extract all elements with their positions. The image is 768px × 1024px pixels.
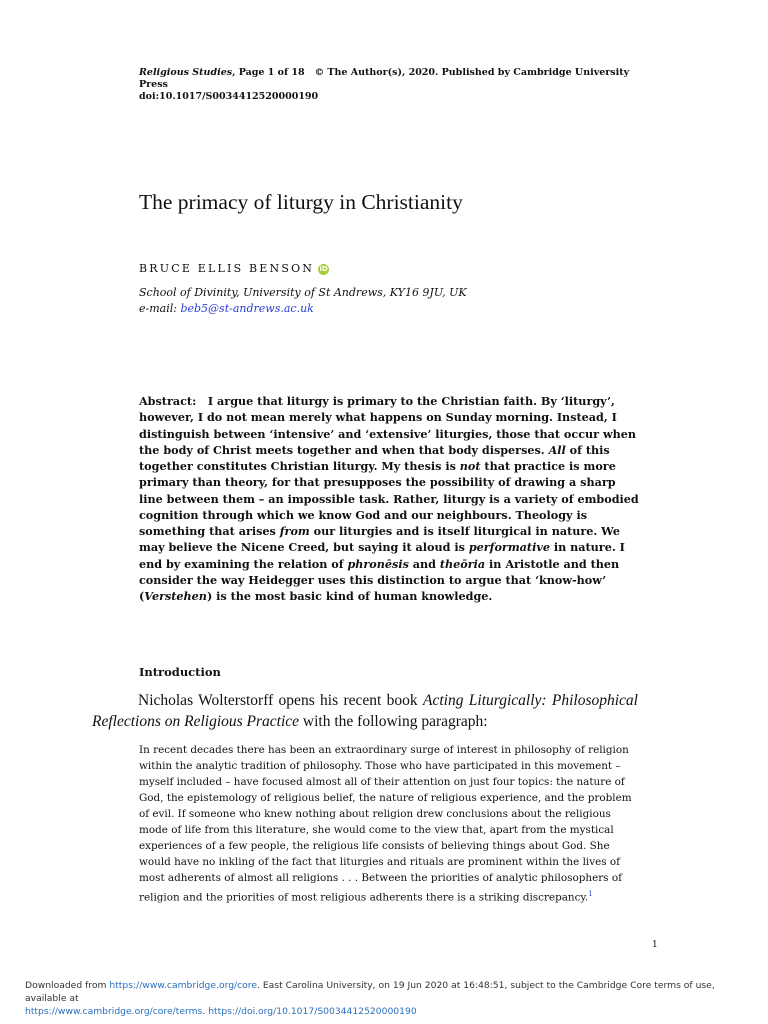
- email-link[interactable]: beb5@st-andrews.ac.uk: [180, 302, 314, 315]
- abstract-emphasis: performative: [468, 540, 550, 555]
- page-info: , Page 1 of 18: [232, 67, 305, 78]
- doi-link[interactable]: https://doi.org/10.1017/S0034412520000190: [208, 1006, 417, 1017]
- abstract-text: that practice is more primary than theory, for that presupposes the possibility of drawing a sharp line between them – an impossible task. Rather, liturgy is a variety of embodied cognition through which we know God and our neighbours. Theology is something that arises: [139, 459, 639, 538]
- abstract-text: of this together constitutes Christian liturgy. My thesis is: [139, 442, 610, 473]
- page-number: 1: [652, 940, 658, 950]
- article-title: The primacy of liturgy in Christianity: [139, 190, 463, 214]
- email-line: [139, 301, 467, 317]
- footer-text: .: [202, 1006, 209, 1017]
- journal-header: [139, 67, 639, 103]
- abstract-emphasis: not: [459, 459, 481, 473]
- abstract-text: and: [408, 556, 440, 571]
- abstract-text: I argue that liturgy is primary to the Christian faith. By ‘liturgy’, however, I do not mean merely what happens on Sunday morning. Instead, I distinguish between ‘intensive’ and ‘extensive’ liturgies, those that occur when the body of Christ meets together and when that body disperses.: [139, 394, 636, 457]
- footer-text: Downloaded from: [25, 980, 110, 991]
- abstract-text: in nature. I end by examining the relation of: [139, 540, 625, 571]
- core-link[interactable]: https://www.cambridge.org/core: [109, 980, 258, 991]
- body-paragraph: [92, 690, 638, 732]
- author-name: BRUCE ELLIS BENSON: [139, 262, 315, 275]
- abstract-emphasis: All: [548, 442, 566, 457]
- paragraph-text: with the following paragraph:: [299, 713, 488, 730]
- doi: doi:10.1017/S0034412520000190: [139, 91, 319, 102]
- abstract-emphasis: theōria: [439, 556, 486, 571]
- abstract-text: in Aristotle and then consider the way Heidegger uses this distinction to argue that ‘know-how’ (: [139, 556, 620, 603]
- abstract: [139, 393, 639, 604]
- abstract-label: Abstract:: [139, 394, 197, 408]
- copyright: © The Author(s), 2020. Published by Cambridge University Press: [139, 67, 630, 90]
- abstract-emphasis: from: [279, 524, 310, 538]
- footer-text: . East Carolina University, on 19 Jun 2020 at 16:48:51, subject to the Cambridge Core terms of use, available at: [25, 980, 715, 1004]
- journal-citation: [139, 67, 639, 91]
- paragraph-text: Nicholas Wolterstorff opens his recent book: [138, 692, 423, 709]
- abstract-text: our liturgies and is itself liturgical in nature. We may believe the Nicene Creed, but saying it aloud is: [139, 524, 620, 555]
- block-quote: [139, 742, 639, 905]
- email-label: e-mail:: [139, 302, 181, 315]
- footnote-ref[interactable]: 1: [588, 890, 593, 898]
- terms-link[interactable]: https://www.cambridge.org/core/terms: [25, 1006, 203, 1017]
- affiliation: School of Divinity, University of St Andrews, KY16 9JU, UK: [139, 286, 467, 299]
- book-title: Acting Liturgically: Philosophical Reflections on Religious Practice: [92, 692, 638, 730]
- abstract-emphasis: phronēsis: [347, 556, 409, 571]
- affiliation-block: [139, 285, 467, 317]
- author-line: [139, 262, 329, 275]
- abstract-emphasis: Verstehen: [144, 589, 207, 603]
- orcid-icon[interactable]: iD: [319, 264, 328, 273]
- download-footer: [25, 979, 745, 1018]
- abstract-text: ) is the most basic kind of human knowledge.: [206, 589, 493, 603]
- section-heading: Introduction: [139, 665, 221, 679]
- quote-text: In recent decades there has been an extraordinary surge of interest in philosophy of religion within the analytic tradition of philosophy. Those who have participated in this movement – myself included – have focused almost all of their attention on just four topics: the nature of God, the epistemology of religious belief, the nature of religious experience, and the problem of evil. If someone who knew nothing about religion drew conclusions about the religious mode of life from this literature, she would come to the view that, apart from the mystical experiences of a few people, the religious life consists of believing things about God. She would have no inkling of the fact that liturgies and rituals are prominent within the lives of most adherents of almost all religions . . . Between the priorities of analytic philosophers of religion and the priorities of most religious adherents there is a striking discrepancy.: [139, 744, 632, 904]
- journal-name: Religious Studies: [139, 67, 233, 78]
